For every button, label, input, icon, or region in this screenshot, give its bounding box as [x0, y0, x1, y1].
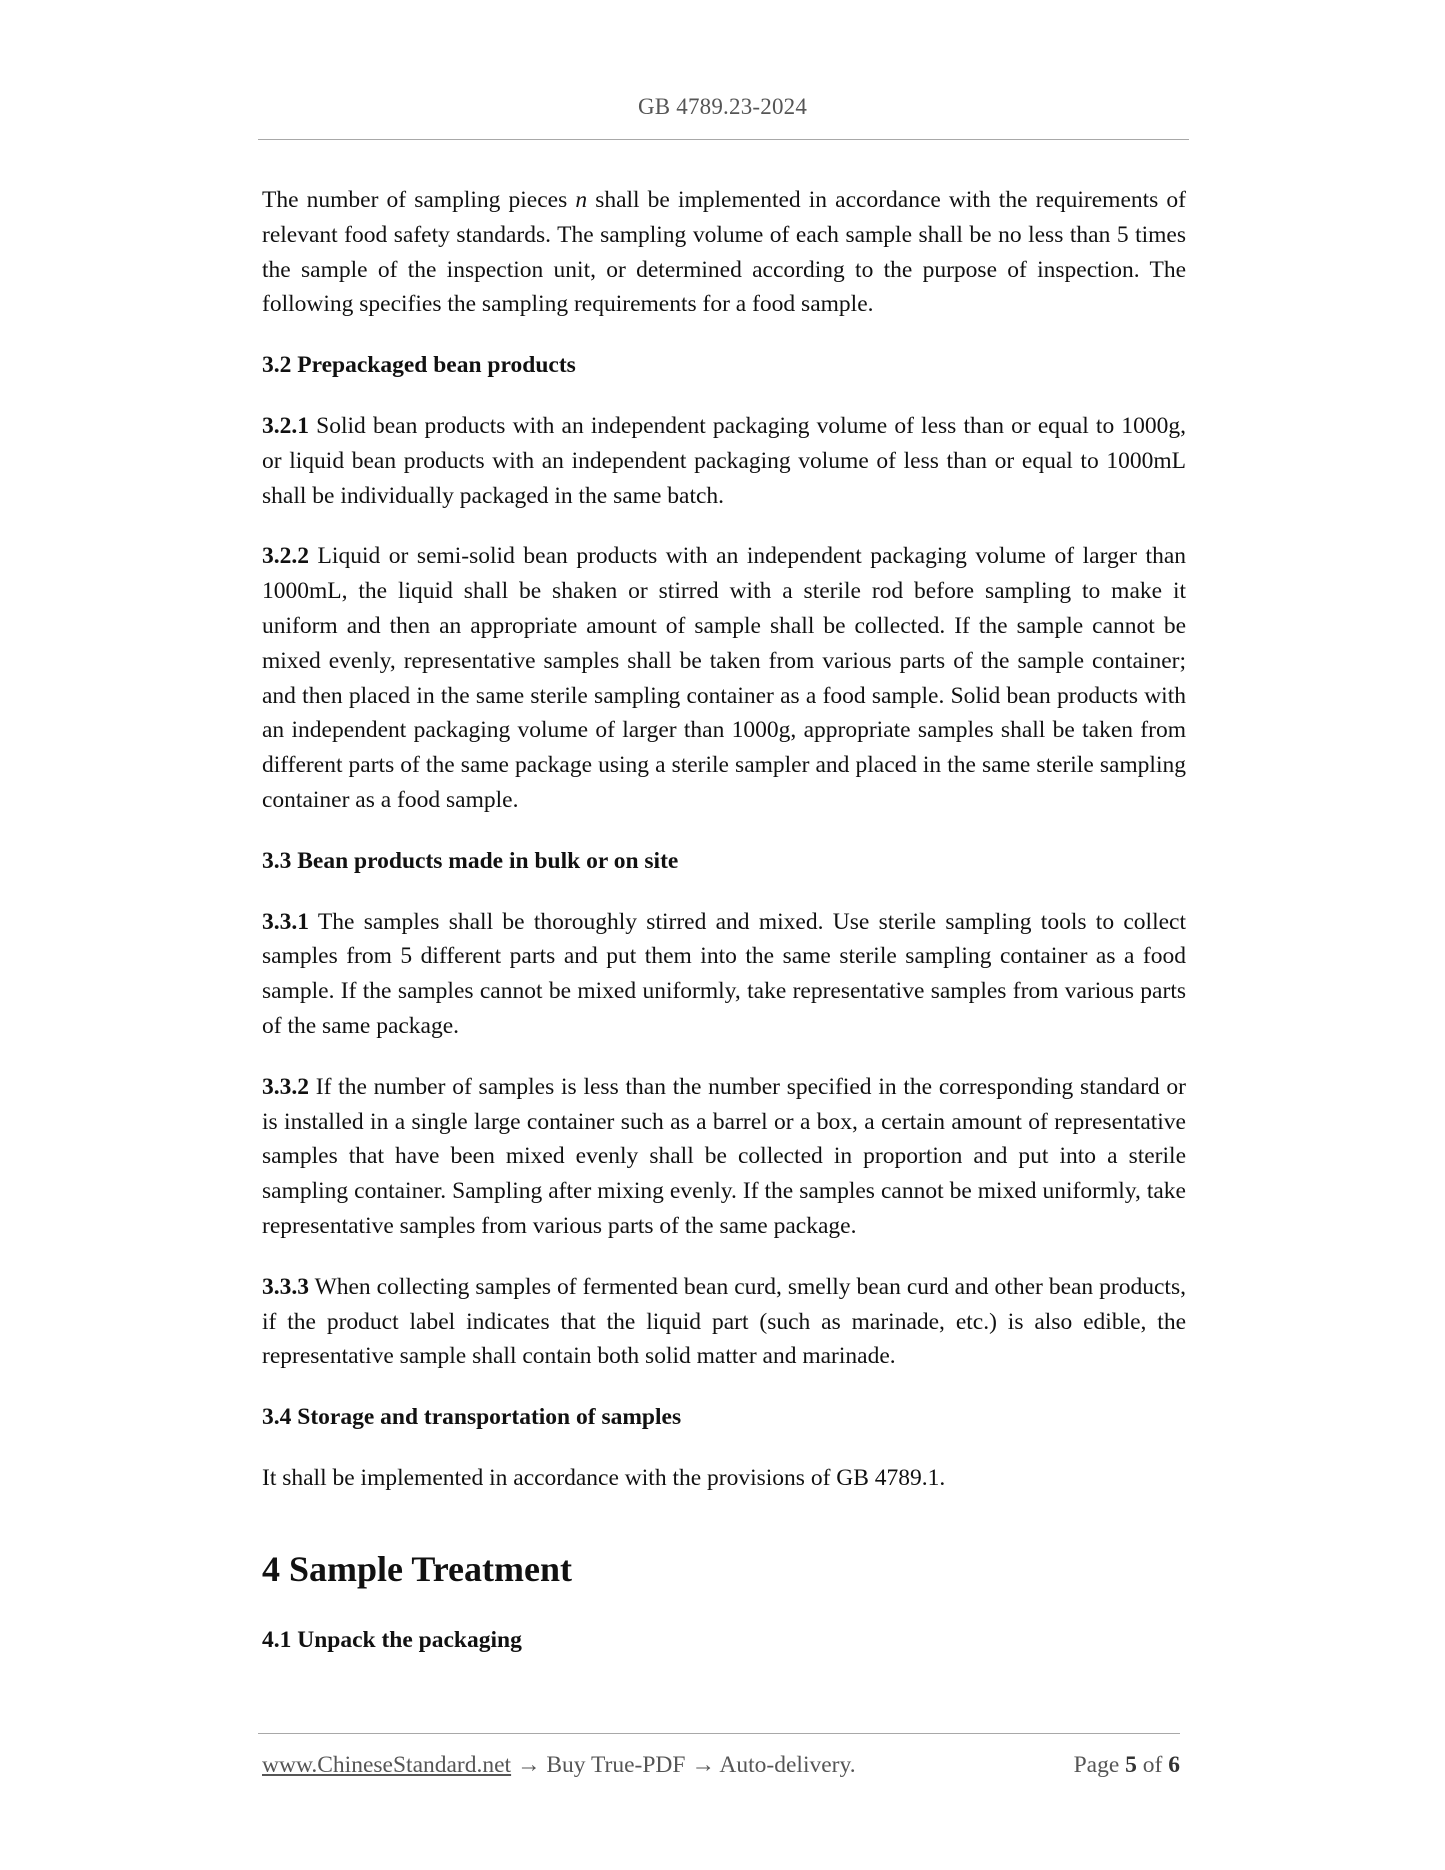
- clause-text: Solid bean products with an independent packaging volume of less than or equal to 1000g, or liquid bean products with an independent packaging volume of less than or equal to 1000mL shall be individually packaged in the same batch.: [262, 412, 1186, 509]
- intro-paragraph: [262, 183, 1186, 322]
- clause-number: 3.2.1: [262, 412, 309, 439]
- page-footer: [262, 1752, 1180, 1784]
- clause-text: Liquid or semi-solid bean products with an independent packaging volume of larger than 1000mL, the liquid shall be shaken or stirred with a sterile rod before sampling to make it uniform and then an appropriate amount of sample shall be collected. If the sample cannot be mixed evenly, representative samples shall be taken from various parts of the sample container; and then placed in the same sterile sampling container as a food sample. Solid bean products with an independent packaging volume of larger than 1000g, appropriate samples shall be taken from different parts of the same package using a sterile sampler and placed in the same sterile sampling container as a food sample.: [262, 543, 1186, 813]
- footer-delivery-text: → Auto-delivery.: [691, 1752, 856, 1778]
- clause-3-2-2: [262, 539, 1186, 817]
- section-heading-3-4: 3.4 Storage and transportation of samples: [262, 1404, 682, 1431]
- clause-number: 3.3.3: [262, 1273, 309, 1300]
- chapter-heading-4: 4 Sample Treatment: [262, 1548, 572, 1589]
- page-total: 6: [1168, 1752, 1180, 1778]
- clause-text: The samples shall be thoroughly stirred and mixed. Use sterile sampling tools to collect samples from 5 different parts and put them into the same sterile sampling container as a food sample. If the samples cannot be mixed uniformly, take representative samples from various parts of the same package.: [262, 908, 1186, 1039]
- clause-3-3-1: [262, 905, 1186, 1044]
- variable-n: n: [575, 187, 588, 213]
- intro-text-end: shall be implemented in accordance with the requirements of relevant food safety standards. The sampling volume of each sample shall be no less than 5 times the sample of the inspection unit, or determined according to the purpose of inspection. The following specifies the sampling requirements for a food sample.: [262, 187, 1186, 318]
- page-number: [1074, 1752, 1180, 1779]
- section-heading-3-2: 3.2 Prepackaged bean products: [262, 352, 576, 379]
- footer-divider: [258, 1733, 1180, 1734]
- page-of: of: [1136, 1752, 1169, 1778]
- clause-3-3-3: [262, 1270, 1186, 1374]
- clause-3-2-1: [262, 409, 1186, 513]
- footer-buy-text: → Buy True-PDF: [511, 1752, 692, 1778]
- clause-3-3-2: [262, 1070, 1186, 1244]
- intro-text-start: The number of sampling pieces: [262, 187, 576, 213]
- clause-3-4-text: It shall be implemented in accordance with the provisions of GB 4789.1.: [262, 1464, 946, 1491]
- footer-website-link[interactable]: www.ChineseStandard.net: [262, 1752, 512, 1778]
- clause-number: 3.3.2: [262, 1073, 309, 1100]
- clause-number: 3.3.1: [262, 908, 309, 935]
- clause-number: 3.2.2: [262, 543, 309, 570]
- page-header-title: GB 4789.23-2024: [637, 94, 808, 119]
- footer-promo: [262, 1752, 856, 1779]
- page-current: 5: [1125, 1752, 1137, 1778]
- header-divider: [258, 139, 1189, 140]
- clause-text: If the number of samples is less than the number specified in the corresponding standard or is installed in a single large container such as a barrel or a box, a certain amount of representative samples that have been mixed evenly shall be collected in proportion and put into a sterile sampling container. Sampling after mixing evenly. If the samples cannot be mixed uniformly, take representative samples from various parts of the same package.: [262, 1073, 1186, 1239]
- document-body: [262, 183, 1186, 1684]
- clause-text: When collecting samples of fermented bean curd, smelly bean curd and other bean products, if the product label indicates that the liquid part (such as marinade, etc.) is also edible, the representative sample shall contain both solid matter and marinade.: [262, 1273, 1186, 1370]
- section-heading-3-3: 3.3 Bean products made in bulk or on site: [262, 847, 679, 874]
- section-heading-4-1: 4.1 Unpack the packaging: [262, 1626, 522, 1653]
- page-label: Page: [1073, 1752, 1126, 1778]
